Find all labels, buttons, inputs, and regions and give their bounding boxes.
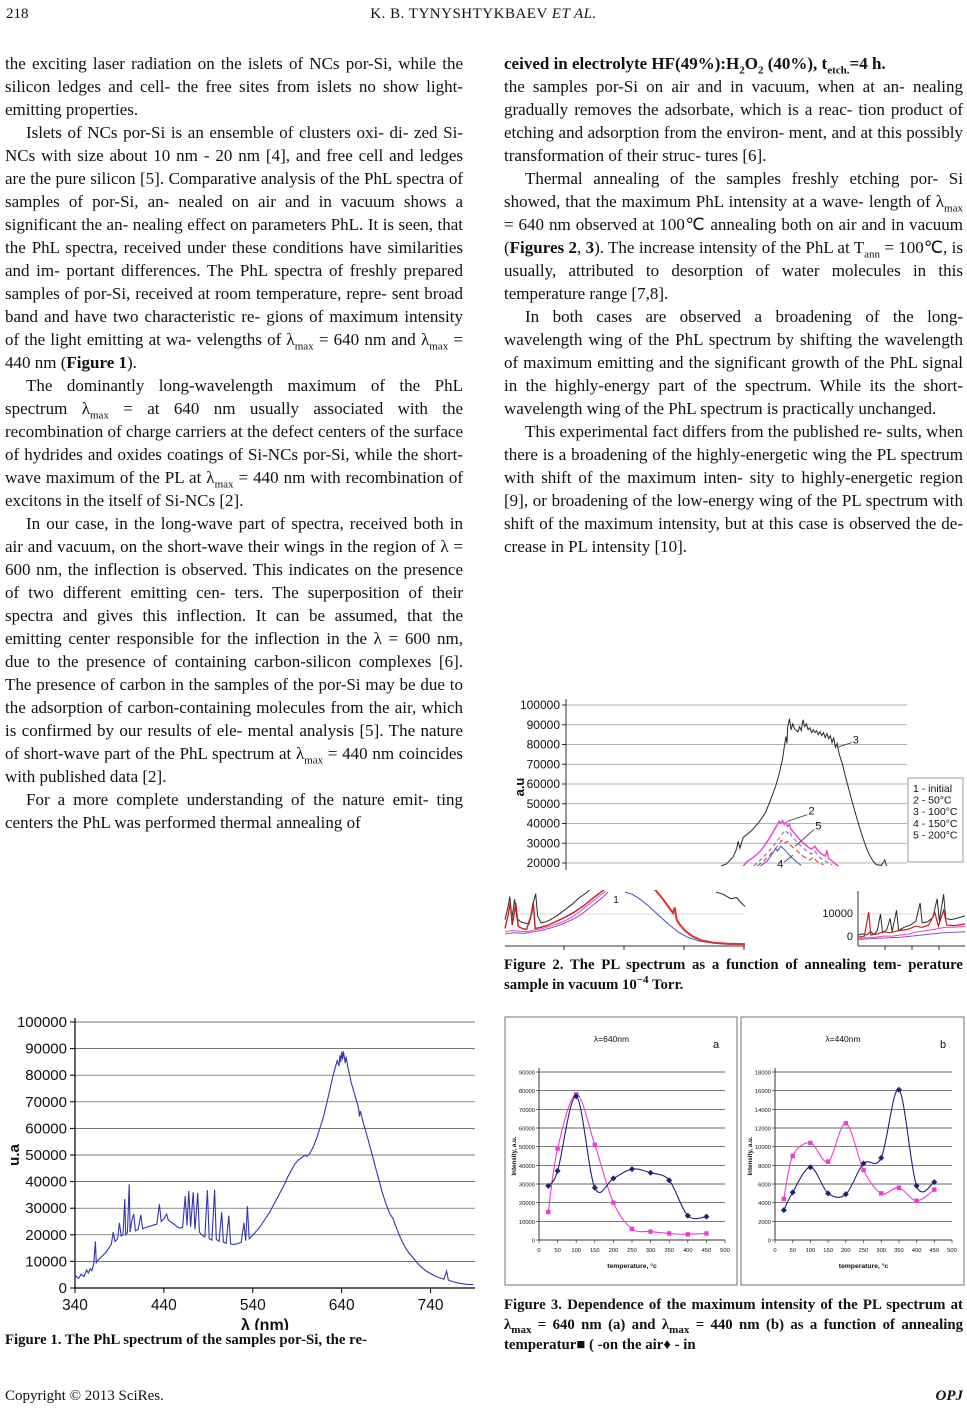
figure2-caption: Figure 2. The PL spectrum as a function of annealing tem- perature sample in vacuum $10^{-4}$ Torr. [504,957,963,993]
svg-text:40000: 40000 [526,816,560,831]
svg-text:2: 2 [808,805,815,818]
svg-text:350: 350 [894,1248,904,1254]
svg-text:50: 50 [554,1248,561,1254]
svg-text:500: 500 [947,1248,957,1254]
svg-text:80000: 80000 [25,1067,67,1085]
svg-text:λ=640nm: λ=640nm [593,1034,630,1044]
left-column [5,52,463,834]
svg-text:300: 300 [645,1248,656,1254]
svg-text:500: 500 [720,1248,730,1254]
svg-text:5: 5 [815,820,822,833]
svg-text:2 - 50°C: 2 - 50°C [913,794,952,807]
svg-text:2000: 2000 [758,1219,771,1226]
svg-text:60000: 60000 [526,777,560,791]
paragraph: This experimental fact differs from the published re- sults, when there is a broadening of the highly-energetic wing the PL spectrum with shift of the maximum inten- sity to highly-energetic region [9], or broadening of the low-energy wing of the PL spectrum with shift of the maximum intensity, but at this case is observed the de- crease in PL intensity [10]. [504,422,963,556]
svg-text:14000: 14000 [754,1107,771,1114]
svg-text:100: 100 [571,1248,582,1254]
paragraph: Islets of NCs por-Si is an ensemble of clusters oxi- di- zed Si-NCs with size about 10 nm - 20 nm [4], and free cell and ledges are the pure silicon [5]. Comparative analysis of the PhL spectra of samples of por-Si, an- nealed on air and in vacuum shows a significant the an- nealing effect on parameters PhL. It is seen, that the PhL spectra, received under these conditions have similarities and im- portant differences. The PhL spectra of freshly prepared samples of por-Si, received at room temperature, repre- sent broad band and have two characteristic re- gions of maximum intensity of the light emitting at wa- velengths of $\lambda_{max} = 640$ nm and $\lambda_{max} = 440$ nm (Figure 1). [5,123,463,372]
svg-text:450: 450 [929,1248,940,1254]
svg-text:70000: 70000 [526,757,560,772]
svg-text:5 - 200°C: 5 - 200°C [913,829,958,842]
figure1-caption: Figure 1. The PhL spectrum of the samples por-Si, the re- [5,1332,367,1348]
svg-text:6000: 6000 [758,1182,771,1189]
svg-text:90000: 90000 [25,1040,67,1058]
svg-text:340: 340 [62,1297,88,1314]
svg-text:1: 1 [613,895,619,906]
figure3-chart [504,1016,965,1293]
svg-text:640: 640 [328,1297,355,1314]
svg-text:4 - 150°C: 4 - 150°C [913,817,958,830]
svg-text:150: 150 [823,1248,833,1254]
svg-text:20000: 20000 [25,1226,67,1244]
svg-text:30000: 30000 [25,1200,67,1218]
svg-text:4000: 4000 [758,1201,771,1208]
svg-text:12000: 12000 [754,1126,771,1133]
svg-text:300: 300 [876,1248,887,1254]
paragraph: In both cases are observed a broadening of the long- wavelength wing of the PhL spectrum by shifting the wavelength of maximum emitting and the significant growth of the PhL signal in the highly-energy part of the spectrum. While its the short-wavelength wing of the PhL spectrum is practically unchanged. [504,307,963,418]
svg-text:b: b [939,1039,947,1051]
svg-text:740: 740 [417,1297,444,1314]
svg-text:70000: 70000 [25,1093,67,1111]
svg-text:0: 0 [846,931,853,943]
paragraph: the exciting laser radiation on the islets of NCs por-Si, while the silicon ledges and cell- the free sites from islets no show light-emitting properties. [5,54,463,119]
svg-text:50000: 50000 [25,1147,67,1164]
paragraph: ceived in electrolyte $HF(49\%):H_2O_2$ (40%), $t_{etch.}=4$ h. [504,54,886,77]
svg-text:350: 350 [664,1248,675,1254]
svg-text:0: 0 [767,1238,771,1245]
svg-text:8000: 8000 [758,1163,771,1170]
svg-text:3 - 100°C: 3 - 100°C [913,806,958,819]
svg-text:70000: 70000 [518,1107,535,1114]
svg-text:250: 250 [627,1248,637,1254]
svg-text:50000: 50000 [526,796,560,811]
svg-text:200: 200 [840,1248,851,1254]
svg-text:100: 100 [805,1248,816,1254]
svg-text:3: 3 [852,734,859,747]
svg-text:100000: 100000 [16,1014,67,1031]
figure2-chart [504,692,965,957]
right-column [504,52,963,558]
svg-text:250: 250 [858,1248,869,1254]
svg-text:540: 540 [239,1297,266,1314]
svg-text:90000: 90000 [526,717,560,732]
svg-text:200: 200 [608,1248,619,1254]
svg-text:40000: 40000 [518,1163,535,1170]
svg-text:a: a [712,1039,720,1051]
page-number: 218 [6,6,29,22]
svg-text:30000: 30000 [518,1182,535,1189]
svg-text:a.u: a.u [512,777,527,797]
svg-text:50000: 50000 [518,1145,535,1152]
copyright: Copyright © 2013 SciRes. [5,1388,164,1404]
running-title: K. B. TYNYSHTYKBAEV ET AL. [370,6,597,22]
journal-abbrev: OPJ [935,1388,963,1404]
svg-text:40000: 40000 [25,1173,67,1191]
svg-text:50: 50 [789,1248,796,1254]
figure1-chart [5,1012,481,1335]
svg-text:0: 0 [773,1248,777,1254]
paragraph: In our case, in the long-wave part of spectra, received both in air and vacuum, on the short-wave their wings in the region of λ = 600 nm, the inflection is observed. This indicates on the presence of two different emitting cen- ters. The superposition of their spectra and gives this inflection. It can be assumed, that the emitting center responsible for the inflection in the λ = 600 nm, due to the presence of containing carbon-silicon complexes [6]. The presence of carbon in the samples of the por-Si may be due to the adsorption of carbon-containing molecules from the air, which is confirmed by our results of ele- mental analysis [5]. The nature of short-wave part of the PhL spectrum at $\lambda_{max} = 440$ nm coincides with published data [2]. [5,514,463,786]
svg-text:λ (nm): λ (nm) [241,1317,289,1330]
svg-text:λ=440nm: λ=440nm [825,1034,861,1044]
svg-text:temperature, °c: temperature, °c [838,1263,889,1270]
svg-text:10000: 10000 [518,1219,535,1226]
paragraph: the samples por-Si on air and in vacuum, when at an- nealing gradually removes the adsorbate, which is a reac- tion product of etching and adsorption from the environ- ment, and at this possibly transformation of their struc- tures [6]. [504,77,963,165]
svg-text:20000: 20000 [526,856,560,870]
paragraph: The dominantly long-wavelength maximum of the PhL spectrum $\lambda_{max}$ = at 640 nm usually associated with the recombination of charge carriers at the defect centers of the surface of hydrides and oxides coatings of Si-NCs por-Si, while the short-wave maximum of the PL at $\lambda_{max} = 440$ nm with recombination of excitons in the itself of Si-NCs [2]. [5,376,463,510]
svg-text:60000: 60000 [518,1126,535,1133]
paragraph: Thermal annealing of the samples freshly etching por- Si showed, that the maximum PhL intensity at a wave- length of $\lambda_{max} = 640$ nm observed at 100℃ annealing both on air and in vacuum (Figures 2, 3). The increase intensity of the PhL at $T_{ann}$ = 100℃, is usually, attributed to desorption of water molecules in this temperature range [7,8]. [504,169,963,303]
figure3-caption: Figure 3. Dependence of the maximum intensity of the PL spectrum at $\lambda_{max} = 640$ nm (a) and $\lambda_{max} = 440$ nm (b) as a function of annealing temperatur■ ( -on the air♦ - in [504,1297,964,1353]
svg-text:80000: 80000 [518,1089,535,1096]
svg-text:10000: 10000 [754,1145,771,1152]
svg-text:30000: 30000 [526,836,560,851]
svg-text:Intensity, a.u.: Intensity, a.u. [747,1136,754,1176]
svg-text:20000: 20000 [518,1201,535,1208]
svg-text:150: 150 [589,1248,600,1254]
svg-text:90000: 90000 [518,1070,535,1077]
svg-text:temperature, °c: temperature, °c [607,1263,657,1270]
svg-text:u.a: u.a [6,1144,23,1166]
svg-text:4: 4 [777,858,784,871]
svg-text:1 - initial: 1 - initial [913,783,953,795]
svg-text:10000: 10000 [25,1253,67,1271]
svg-text:400: 400 [682,1248,693,1254]
svg-text:0: 0 [537,1248,541,1254]
svg-text:Intensity, a.u.: Intensity, a.u. [511,1136,518,1176]
paragraph: For a more complete understanding of the nature emit- ting centers the PhL was performed thermal annealing of [5,790,463,832]
svg-text:18000: 18000 [754,1070,771,1077]
svg-text:100000: 100000 [519,698,560,712]
svg-text:60000: 60000 [25,1120,67,1138]
svg-text:450: 450 [701,1248,712,1254]
svg-text:80000: 80000 [526,737,560,752]
svg-text:400: 400 [911,1248,922,1254]
svg-text:440: 440 [150,1297,177,1314]
svg-text:16000: 16000 [754,1089,771,1096]
svg-text:0: 0 [58,1280,67,1297]
svg-text:0: 0 [531,1238,535,1245]
svg-text:10000: 10000 [822,908,853,920]
